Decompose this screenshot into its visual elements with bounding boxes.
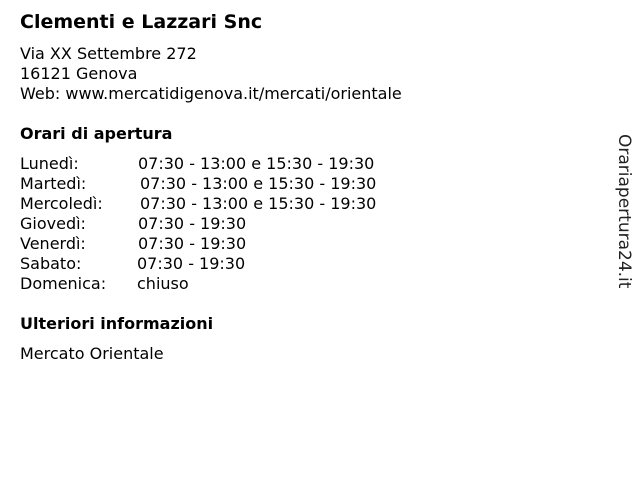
day-label: Domenica: — [20, 274, 107, 293]
time-value: 07:30 - 13:00 e 15:30 - 19:30 — [138, 154, 375, 173]
opening-hours-heading: Orari di apertura — [20, 124, 173, 143]
time-value: chiuso — [137, 274, 189, 293]
time-value: 07:30 - 19:30 — [138, 214, 247, 233]
day-label: Venerdì: — [20, 234, 86, 253]
hours-row-saturday — [20, 254, 460, 274]
further-info-heading: Ulteriori informazioni — [20, 314, 214, 333]
address-street: Via XX Settembre 272 — [20, 44, 197, 63]
business-name: Clementi e Lazzari Snc — [20, 11, 263, 33]
business-address — [20, 44, 402, 104]
hours-row-wednesday — [20, 194, 460, 214]
address-city: 16121 Genova — [20, 64, 138, 83]
day-label: Giovedì: — [20, 214, 86, 233]
hours-row-sunday — [20, 274, 460, 294]
time-value: 07:30 - 13:00 e 15:30 - 19:30 — [140, 174, 377, 193]
day-label: Martedì: — [20, 174, 87, 193]
website-line[interactable]: Web: www.mercatidigenova.it/mercati/orientale — [20, 84, 402, 103]
hours-row-friday — [20, 234, 460, 254]
opening-hours-table — [20, 154, 460, 294]
watermark-text: Orariapertura24.it — [614, 134, 634, 289]
day-label: Lunedì: — [20, 154, 79, 173]
hours-row-thursday — [20, 214, 460, 234]
hours-row-tuesday — [20, 174, 460, 194]
time-value: 07:30 - 19:30 — [138, 234, 247, 253]
day-label: Sabato: — [20, 254, 82, 273]
time-value: 07:30 - 13:00 e 15:30 - 19:30 — [140, 194, 377, 213]
time-value: 07:30 - 19:30 — [137, 254, 246, 273]
further-info-text: Mercato Orientale — [20, 344, 164, 363]
site-watermark — [612, 134, 636, 310]
day-label: Mercoledì: — [20, 194, 103, 213]
hours-row-monday — [20, 154, 460, 174]
